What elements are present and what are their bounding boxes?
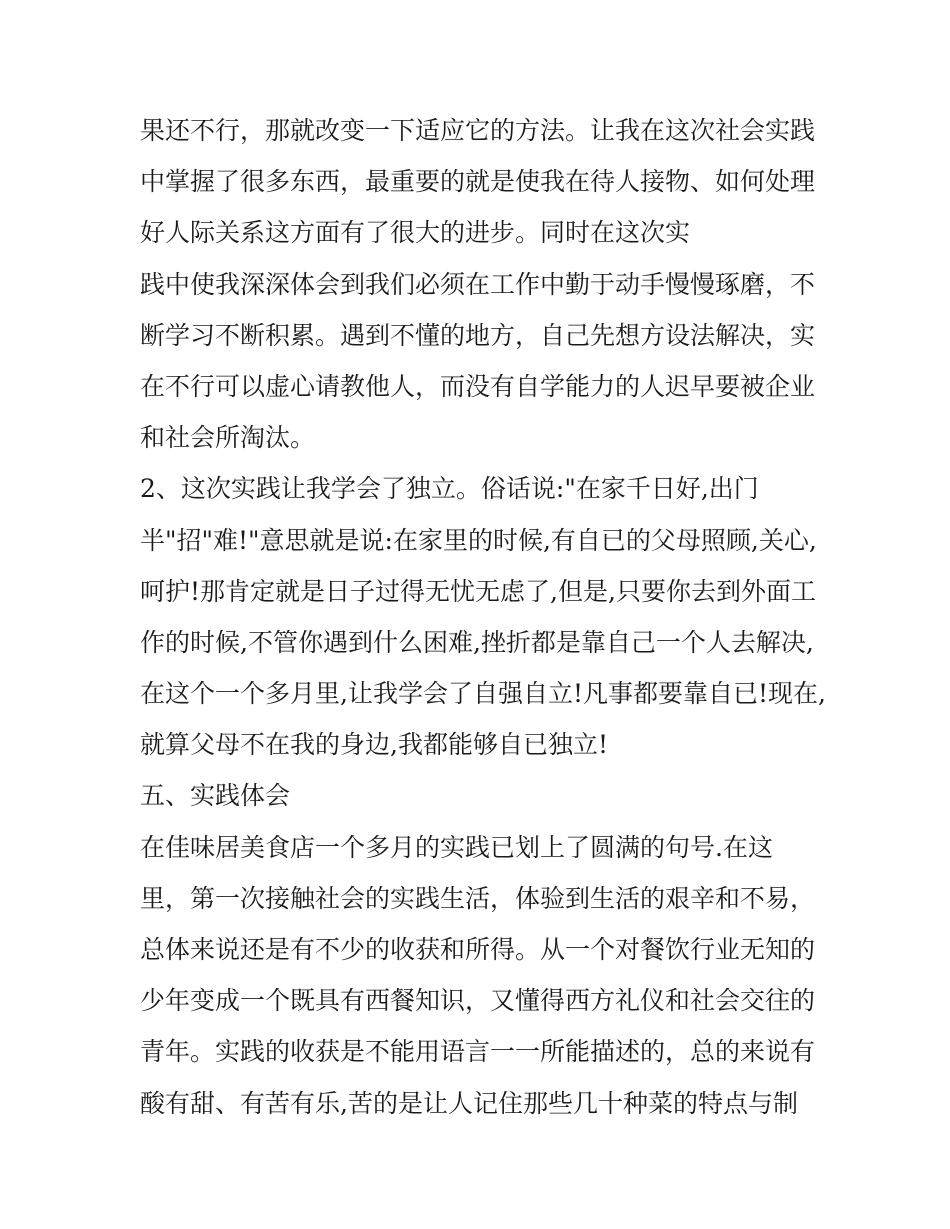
text-line: 在这个一个多月里,让我学会了自强自立!凡事都要靠自已!现在, <box>140 679 826 709</box>
text-line: 在佳味居美食店一个多月的实践已划上了圆满的句号.在这 <box>140 832 773 862</box>
text-line: 作的时候,不管你遇到什么困难,挫折都是靠自己一个人去解决, <box>140 627 814 657</box>
body-text <box>140 105 826 1129</box>
text-line: 好人际关系这方面有了很大的进步。同时在这次实 <box>140 218 691 248</box>
text-line: 少年变成一个既具有西餐知识，又懂得西方礼仪和社会交往的 <box>140 986 816 1016</box>
text-line: 青年。实践的收获是不能用语言一一所能描述的，总的来说有 <box>140 1037 816 1067</box>
text-line: 酸有甜、有苦有乐,苦的是让人记住那些几十种菜的特点与制 <box>140 1088 798 1118</box>
text-line: 里，第一次接触社会的实践生活，体验到生活的艰辛和不易， <box>140 883 816 913</box>
text-line: 断学习不断积累。遇到不懂的地方，自己先想方设法解决，实 <box>140 320 816 350</box>
text-line: 践中使我深深体会到我们必须在工作中勤于动手慢慢琢磨，不 <box>140 269 816 299</box>
text-line: 2、这次实践让我学会了独立。俗话说:"在家千日好,出门 <box>140 474 759 504</box>
text-line: 中掌握了很多东西，最重要的就是使我在待人接物、如何处理 <box>140 167 816 197</box>
text-line: 呵护!那肯定就是日子过得无忧无虑了,但是,只要你去到外面工 <box>140 576 816 606</box>
text-line: 和社会所淘汰。 <box>140 423 316 453</box>
text-line: 总体来说还是有不少的收获和所得。从一个对餐饮行业无知的 <box>140 935 816 964</box>
text-line: 就算父母不在我的身边,我都能够自已独立! <box>140 730 608 760</box>
text-line: 果还不行，那就改变一下适应它的方法。让我在这次社会实践 <box>140 116 816 145</box>
text-line: 半"招"难!"意思就是说:在家里的时候,有自已的父母照顾,关心, <box>140 525 817 555</box>
section-heading: 五、实践体会 <box>140 781 291 811</box>
text-line: 在不行可以虚心请教他人，而没有自学能力的人迟早要被企业 <box>140 371 816 401</box>
